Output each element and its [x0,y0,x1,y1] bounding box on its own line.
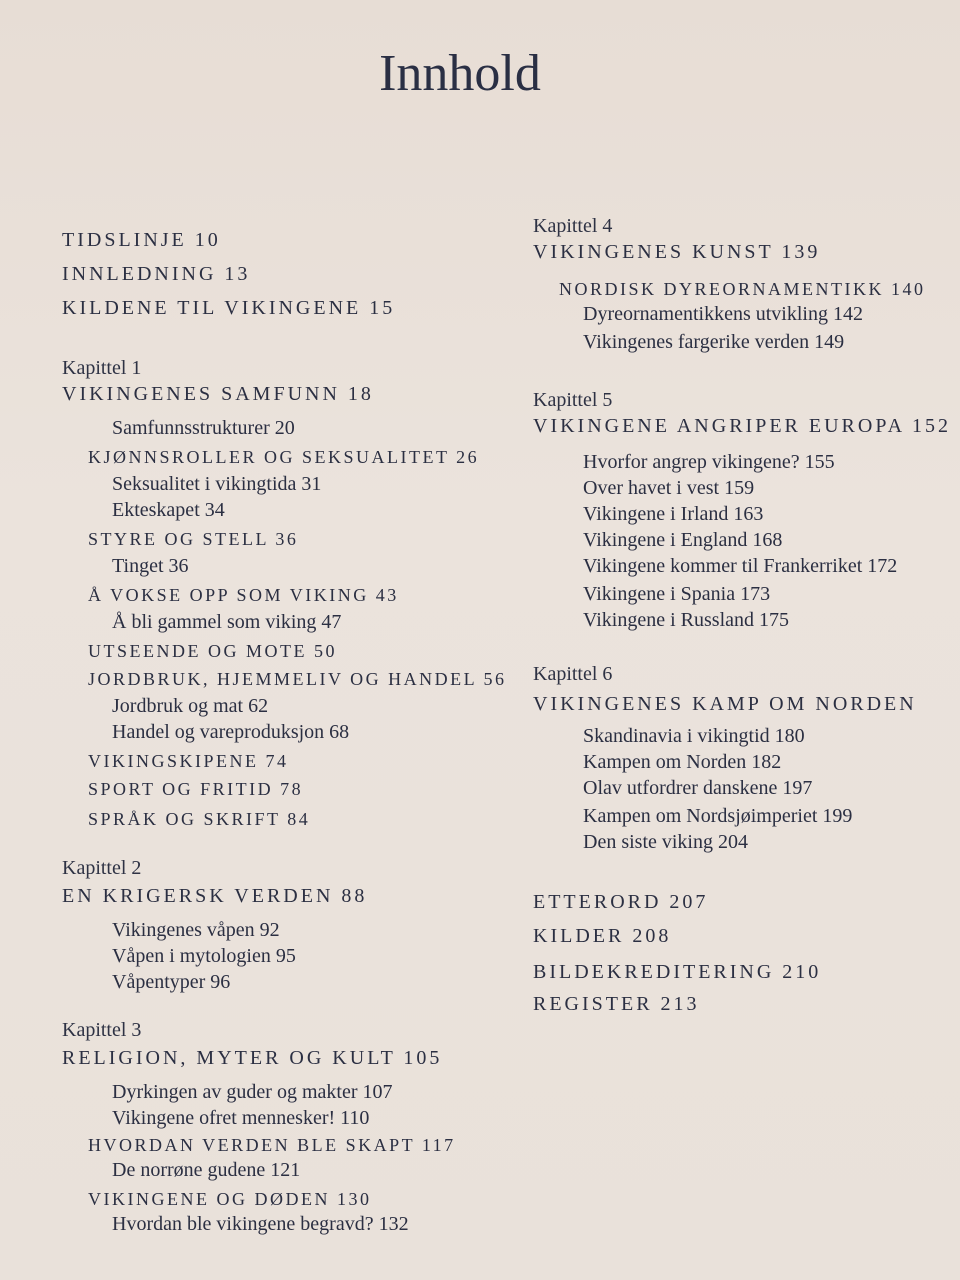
toc-heading: KILDENE TIL VIKINGENE 15 [62,297,396,319]
toc-entry: Seksualitet i vikingtida 31 [112,473,322,495]
chapter-label: Kapittel 6 [533,663,613,685]
toc-heading: VIKINGSKIPENE 74 [88,751,289,771]
toc-entry: Skandinavia i vikingtid 180 [583,725,805,747]
toc-entry: Dyreornamentikkens utvikling 142 [583,303,863,325]
toc-entry: Jordbruk og mat 62 [112,695,269,717]
toc-heading: HVORDAN VERDEN BLE SKAPT 117 [88,1135,456,1155]
toc-entry: Vikingene ofret mennesker! 110 [112,1107,370,1129]
toc-heading: VIKINGENE ANGRIPER EUROPA 152 [533,415,951,437]
toc-entry: Dyrkingen av guder og makter 107 [112,1081,393,1103]
toc-heading: BILDEKREDITERING 210 [533,961,822,983]
toc-entry: Vikingene i Russland 175 [583,609,790,631]
chapter-label: Kapittel 1 [62,357,142,379]
toc-entry: Hvorfor angrep vikingene? 155 [583,451,835,473]
toc-entry: Vikingene i Irland 163 [583,503,764,525]
toc-heading: VIKINGENES KUNST 139 [533,241,821,263]
toc-entry: Våpen i mytologien 95 [112,945,296,967]
toc-heading: REGISTER 213 [533,993,700,1015]
toc-entry: Vikingene i England 168 [583,529,783,551]
toc-heading: VIKINGENES SAMFUNN 18 [62,383,374,405]
toc-heading: RELIGION, MYTER OG KULT 105 [62,1047,443,1069]
toc-entry: Kampen om Nordsjøimperiet 199 [583,805,853,827]
toc-entry: De norrøne gudene 121 [112,1159,301,1181]
toc-entry: Den siste viking 204 [583,831,748,853]
chapter-label: Kapittel 4 [533,215,613,237]
toc-entry: Hvordan ble vikingene begravd? 132 [112,1213,409,1235]
toc-entry: Vikingene kommer til Frankerriket 172 [583,555,898,577]
toc-heading: EN KRIGERSK VERDEN 88 [62,885,368,907]
toc-entry: Handel og vareproduksjon 68 [112,721,350,743]
page-title: Innhold [379,45,541,102]
chapter-label: Kapittel 3 [62,1019,142,1041]
toc-heading: JORDBRUK, HJEMMELIV OG HANDEL 56 [88,669,507,689]
toc-heading: TIDSLINJE 10 [62,229,221,251]
toc-heading: ETTERORD 207 [533,891,709,913]
toc-heading: KILDER 208 [533,925,672,947]
toc-heading: Å VOKSE OPP SOM VIKING 43 [88,585,399,605]
toc-entry: Samfunnsstrukturer 20 [112,417,295,439]
toc-heading: INNLEDNING 13 [62,263,251,285]
toc-heading: UTSEENDE OG MOTE 50 [88,641,337,661]
toc-entry: Vikingene i Spania 173 [583,583,771,605]
toc-heading: VIKINGENE OG DØDEN 130 [88,1189,372,1209]
toc-heading: STYRE OG STELL 36 [88,529,299,549]
chapter-label: Kapittel 5 [533,389,613,411]
toc-entry: Vikingenes våpen 92 [112,919,280,941]
chapter-label: Kapittel 2 [62,857,142,879]
toc-heading: VIKINGENES KAMP OM NORDEN [533,693,917,715]
toc-heading: SPORT OG FRITID 78 [88,779,304,799]
toc-entry: Ekteskapet 34 [112,499,225,521]
toc-heading: KJØNNSROLLER OG SEKSUALITET 26 [88,447,480,467]
toc-entry: Våpentyper 96 [112,971,231,993]
toc-entry: Kampen om Norden 182 [583,751,782,773]
toc-heading: SPRÅK OG SKRIFT 84 [88,809,311,829]
toc-entry: Over havet i vest 159 [583,477,755,499]
toc-entry: Vikingenes fargerike verden 149 [583,331,845,353]
toc-heading: NORDISK DYREORNAMENTIKK 140 [559,279,926,299]
toc-entry: Å bli gammel som viking 47 [112,611,342,633]
toc-entry: Olav utfordrer danskene 197 [583,777,813,799]
toc-entry: Tinget 36 [112,555,189,577]
